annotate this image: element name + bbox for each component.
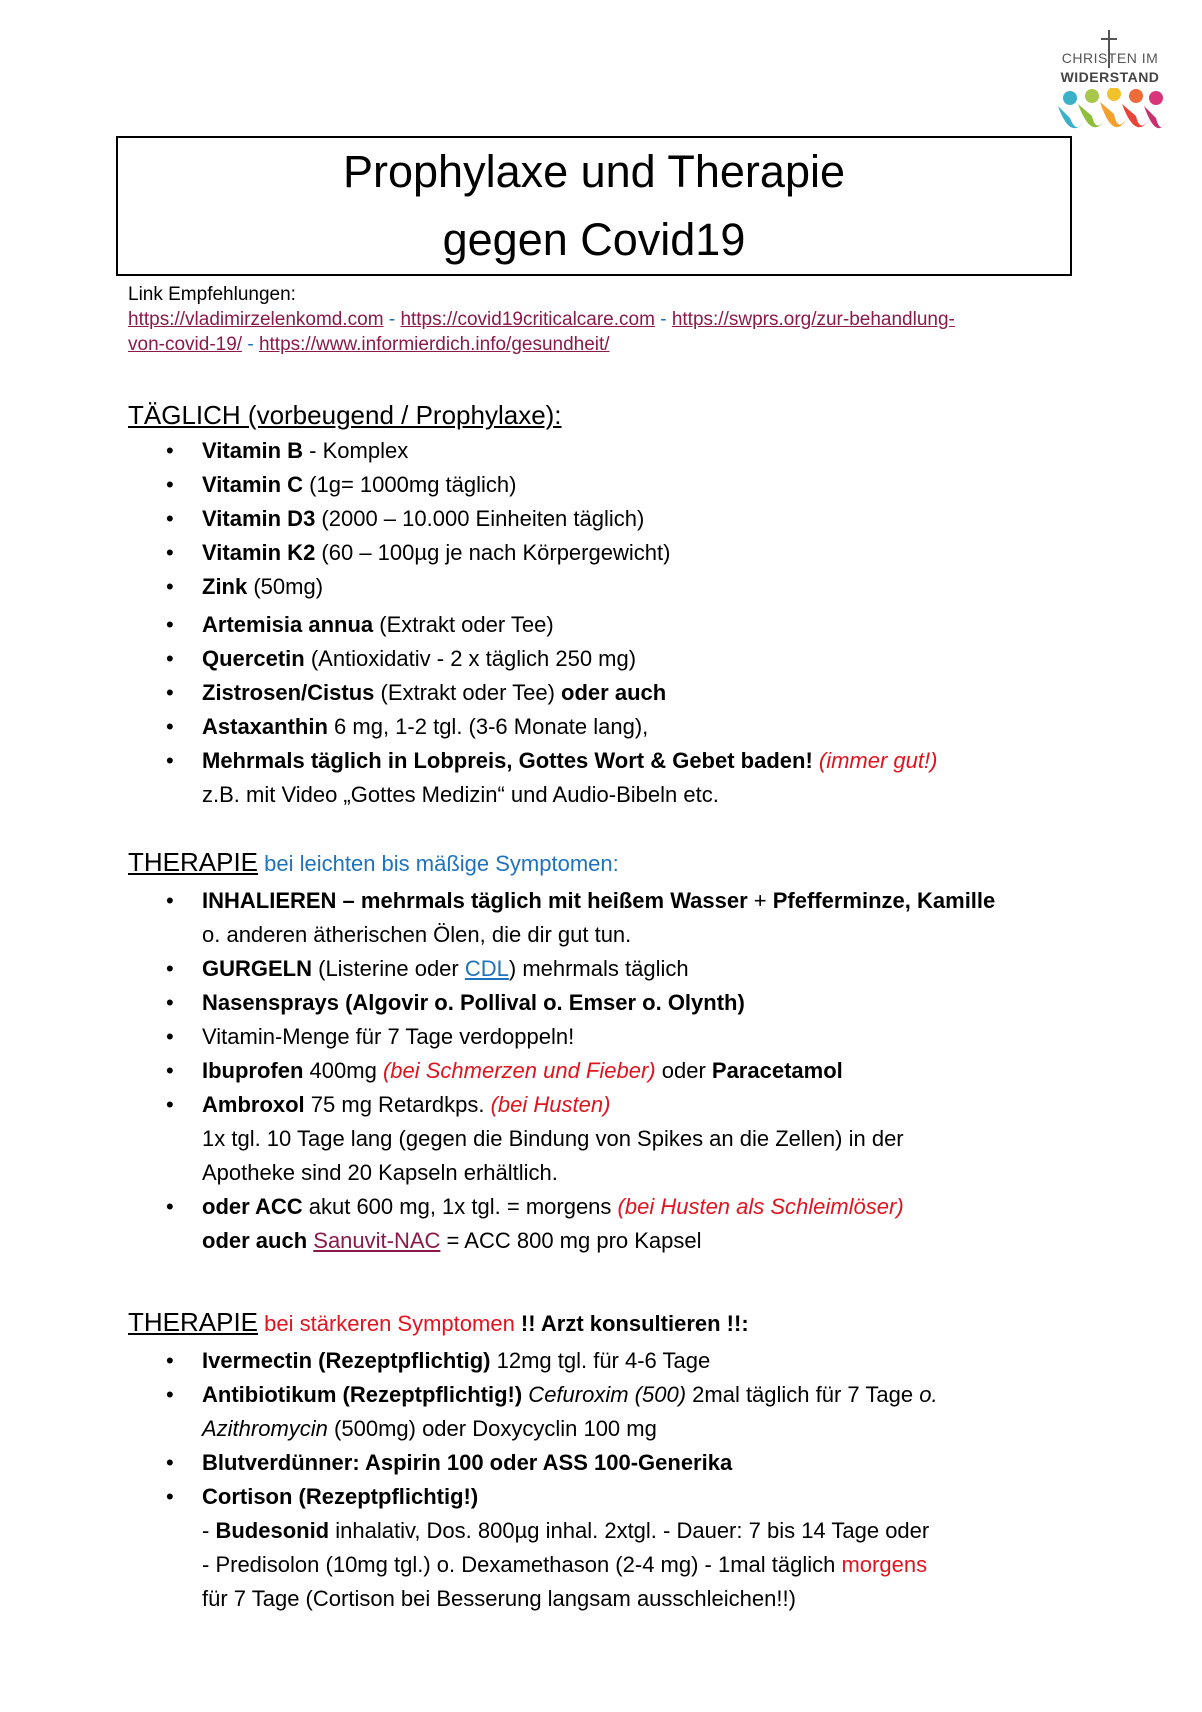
link-covid19criticalcare[interactable]: https://covid19criticalcare.com	[400, 309, 655, 330]
link-vladimirzelenko[interactable]: https://vladimirzelenkomd.com	[128, 309, 384, 330]
list-item: • Blutverdünner: Aspirin 100 oder ASS 100-Generika	[166, 1450, 733, 1475]
list-item: • Zistrosen/Cistus (Extrakt oder Tee) oder auch	[166, 680, 667, 705]
list-item: • Vitamin K2 (60 – 100µg je nach Körpergewicht)	[166, 540, 671, 565]
people-icon	[1056, 88, 1166, 144]
link-recommendations	[128, 282, 1088, 357]
section-therapy-mild-heading: THERAPIE bei leichten bis mäßige Symptomen:	[128, 847, 619, 877]
list-item: • Ivermectin (Rezeptpflichtig) 12mg tgl. für 4-6 Tage	[166, 1348, 711, 1373]
list-item: • Zink (50mg)	[166, 574, 324, 599]
logo-line1: CHRISTEN IM	[1061, 50, 1159, 66]
list-item: • oder ACC akut 600 mg, 1x tgl. = morgens (bei Husten als Schleimlöser) oder auch Sanuvit-NAC = ACC 800 mg pro Kapsel	[166, 1194, 904, 1253]
links-line2: von-covid-19/ - https://www.informierdich.info/gesundheit/	[128, 334, 610, 355]
daily-list	[160, 434, 937, 812]
list-item: • Ambroxol 75 mg Retardkps. (bei Husten) 1x tgl. 10 Tage lang (gegen die Bindung von Spikes an die Zellen) in der Apotheke sind 20 Kapseln erhältlich.	[166, 1092, 904, 1185]
list-item: • Artemisia annua (Extrakt oder Tee)	[166, 612, 554, 637]
list-item: • Antibiotikum (Rezeptpflichtig!) Cefuroxim (500) 2mal täglich für 7 Tage o. Azithromycin (500mg) oder Doxycyclin 100 mg	[166, 1382, 938, 1441]
link-swprs-cont[interactable]: von-covid-19/	[128, 334, 243, 355]
list-item: • Vitamin-Menge für 7 Tage verdoppeln!	[166, 1024, 575, 1049]
list-item: • Astaxanthin 6 mg, 1-2 tgl. (3-6 Monate lang),	[166, 714, 649, 739]
list-item: • Mehrmals täglich in Lobpreis, Gottes Wort & Gebet baden! (immer gut!) z.B. mit Video „Gottes Medizin“ und Audio-Bibeln etc.	[166, 748, 938, 807]
section-daily-heading: TÄGLICH (vorbeugend / Prophylaxe):	[128, 400, 562, 430]
list-item: • Vitamin B - Komplex	[166, 438, 409, 463]
section-therapy-severe-heading: THERAPIE bei stärkeren Symptomen !! Arzt konsultieren !!:	[128, 1307, 749, 1337]
link-informierdich[interactable]: https://www.informierdich.info/gesundheit/	[258, 334, 610, 355]
list-item: • GURGELN (Listerine oder CDL) mehrmals täglich	[166, 956, 689, 981]
title-line2: gegen Covid19	[442, 214, 746, 265]
links-label: Link Empfehlungen:	[128, 284, 296, 305]
title-line1: Prophylaxe und Therapie	[342, 146, 845, 197]
therapy-severe-list	[160, 1344, 938, 1616]
links-line1: https://vladimirzelenkomd.com - https://covid19criticalcare.com - https://swprs.org/zur-behandlung-	[128, 309, 955, 330]
title-box	[116, 136, 1072, 276]
logo-line2: WIDERSTAND	[1060, 69, 1160, 85]
list-item: • Vitamin D3 (2000 – 10.000 Einheiten täglich)	[166, 506, 645, 531]
list-item: • Vitamin C (1g= 1000mg täglich)	[166, 472, 517, 497]
link-swprs[interactable]: https://swprs.org/zur-behandlung-	[671, 309, 955, 330]
christen-im-widerstand-logo	[1046, 26, 1186, 144]
cdl-link[interactable]: CDL	[464, 956, 509, 981]
list-item: • Nasensprays (Algovir o. Pollival o. Emser o. Olynth)	[166, 990, 745, 1015]
sanuvit-nac-link[interactable]: Sanuvit-NAC	[313, 1228, 441, 1253]
list-item: • INHALIEREN – mehrmals täglich mit heißem Wasser + Pfefferminze, Kamille o. anderen ätherischen Ölen, die dir gut tun.	[166, 888, 996, 947]
list-item: • Cortison (Rezeptpflichtig!) - Budesonid inhalativ, Dos. 800µg inhal. 2xtgl. - Dauer: 7 bis 14 Tage oder - Predisolon (10mg tgl.) o. Dexamethason (2-4 mg) - 1mal täglich morgens für 7 Tage (Cortison bei Besserung langsam ausschleichen!!)	[166, 1484, 930, 1611]
therapy-mild-list	[160, 884, 995, 1258]
list-item: • Ibuprofen 400mg (bei Schmerzen und Fieber) oder Paracetamol	[166, 1058, 843, 1083]
list-item: • Quercetin (Antioxidativ - 2 x täglich 250 mg)	[166, 646, 637, 671]
